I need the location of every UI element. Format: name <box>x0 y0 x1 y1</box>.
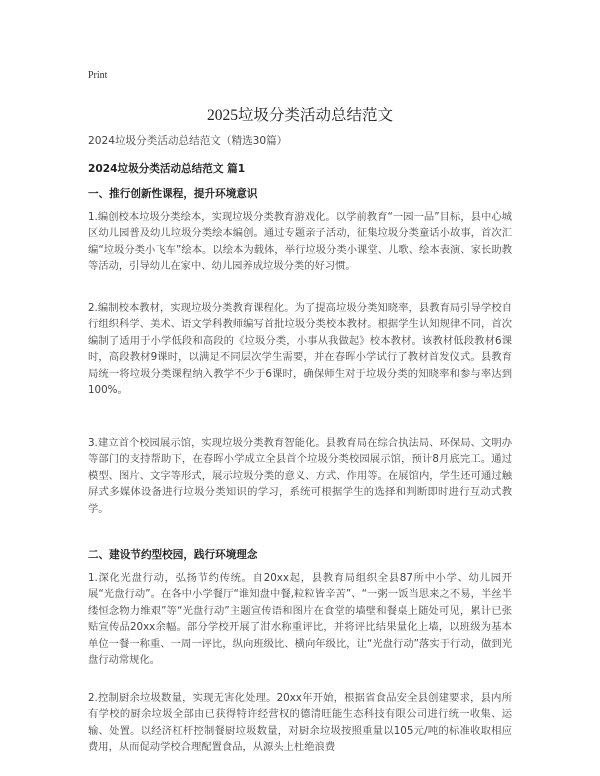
paragraph-1-3: 3.建立首个校园展示馆，实现垃圾分类教育智能化。县教育局在综合执法局、环保局、文明办等部门的支持帮助下，在春晖小学成立全县首个垃圾分类校园展示馆，预计8月底完工。通过模型、图片、文字等形式，展示垃圾分类的意义、方式、作用等。在展馆内，学生还可通过触屏式多媒体设备进行垃圾分类知识的学习，系统可根据学生的选择和判断即时进行互动式教学。 <box>88 437 512 515</box>
article-heading: 2024垃圾分类活动总结范文 篇1 <box>88 163 246 175</box>
subtitle: 2024垃圾分类活动总结范文（精选30篇） <box>88 135 288 147</box>
paragraph-2-1: 1.深化光盘行动，弘扬节约传统。自20xx起，县教育局组织全县87所中小学、幼儿园开展“光盘行动”。在各中小学餐厅“谁知盘中餐,粒粒皆辛苦”、“一粥一饭当思来之不易，半丝半缕恒念物力维艰”等“光盘行动”主题宣传语和图片在食堂的墙壁和餐桌上随处可见，累计已张贴宣传品20xx余幅。部分学校开展了泔水称重评比，并将评比结果量化上墙，以班级为基本单位一餐一称重、一周一评比，纵向班级比、横向年级比，让“光盘行动”落实于行动，做到光盘行动常规化。 <box>88 572 512 667</box>
section-heading-1: 一、推行创新性课程，提升环境意识 <box>88 188 258 200</box>
paragraph-1-2: 2.编制校本教材，实现垃圾分类教育课程化。为了提高垃圾分类知晓率，县教育局引导学校自行组织科学、美术、语文学科教师编写首批垃圾分类校本教材。根据学生认知规律不同，首次编制了适用于小学低段和高段的《垃圾分类，小事从我做起》校本教材。该教材低段教材6课时，高段教材9课时，以满足不同层次学生需要，并在春晖小学试行了教材首发仪式。县教育局统一将垃圾分类课程纳入教学不少于6课时，确保师生对于垃圾分类的知晓率和参与率达到100%。 <box>88 302 512 397</box>
print-label[interactable]: Print <box>88 70 108 81</box>
paragraph-2-2: 2.控制厨余垃圾数量，实现无害化处理。20xx年开始，根据省食品安全县创建要求，县内所有学校的厨余垃圾全部由已获得特许经营权的德清旺能生态科技有限公司进行统一收集、运输、处置。以经济杠杆控制餐厨垃圾数量，对厨余垃圾按照重量以105元/吨的标准收取相应费用，从而促动学校合理配置食品，从源头上杜绝浪费 <box>88 692 512 754</box>
paragraph-1-1: 1.编创校本垃圾分类绘本，实现垃圾分类教育游戏化。以学前教育“一园一品”目标，县中心城区幼儿园普及幼儿垃圾分类绘本编创。通过专题亲子活动，征集垃圾分类童话小故事，首次汇编“垃圾分类小飞车”绘本。以绘本为载体，举行垃圾分类小课堂、儿歌、绘本表演、家长助教等活动，引导幼儿在家中、幼儿园养成垃圾分类的好习惯。 <box>88 211 512 273</box>
section-heading-2: 二、建设节约型校园，践行环境理念 <box>88 549 258 561</box>
page-title: 2025垃圾分类活动总结范文 <box>206 107 393 124</box>
